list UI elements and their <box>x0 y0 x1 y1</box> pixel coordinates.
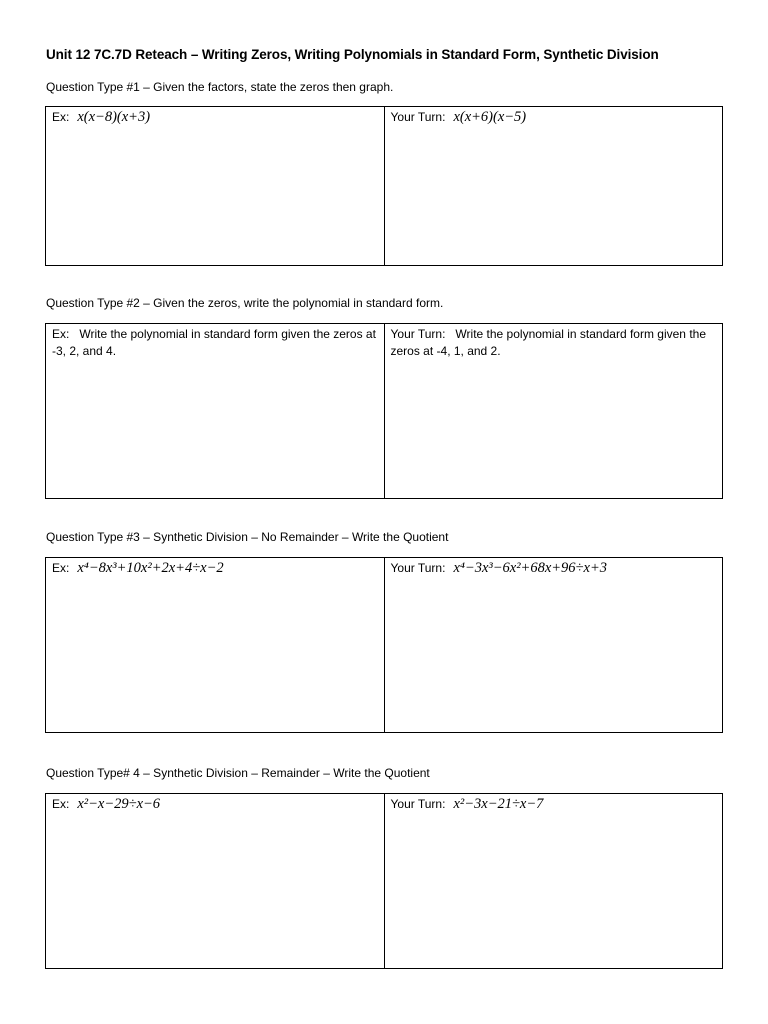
your-turn-cell[interactable] <box>384 107 723 266</box>
example-cell[interactable] <box>46 107 385 266</box>
question-type-3-table <box>45 557 723 733</box>
your-turn-expression: x²−3x−21÷x−7 <box>453 796 544 812</box>
question-type-4-heading: Question Type# 4 – Synthetic Division – Remainder – Write the Quotient <box>46 766 430 780</box>
example-expression: x⁴−8x³+10x²+2x+4÷x−2 <box>77 560 224 576</box>
example-label: Ex: <box>52 561 70 575</box>
question-type-1-heading: Question Type #1 – Given the factors, state the zeros then graph. <box>46 80 394 94</box>
question-type-1-table <box>45 106 723 266</box>
example-cell[interactable] <box>46 794 385 969</box>
example-label: Ex: <box>52 797 70 811</box>
question-type-4-table <box>45 793 723 969</box>
your-turn-expression: x⁴−3x³−6x²+68x+96÷x+3 <box>453 560 607 576</box>
example-expression: x²−x−29÷x−6 <box>77 796 161 812</box>
example-cell[interactable] <box>46 558 385 733</box>
worksheet-title: Unit 12 7C.7D Reteach – Writing Zeros, Writing Polynomials in Standard Form, Synthetic Division <box>46 47 659 62</box>
example-cell[interactable] <box>46 324 385 499</box>
your-turn-label: Your Turn: <box>390 797 446 811</box>
your-turn-cell[interactable] <box>384 558 723 733</box>
your-turn-cell[interactable] <box>384 794 723 969</box>
example-label: Ex: <box>52 110 70 124</box>
your-turn-label: Your Turn: <box>390 561 446 575</box>
example-expression: x(x−8)(x+3) <box>77 109 151 125</box>
example-text: Ex: Write the polynomial in standard form given the zeros at -3, 2, and 4. <box>52 327 380 358</box>
question-type-2-heading: Question Type #2 – Given the zeros, write the polynomial in standard form. <box>46 296 444 310</box>
question-type-2-table <box>45 323 723 499</box>
your-turn-label: Your Turn: <box>390 110 446 124</box>
your-turn-expression: x(x+6)(x−5) <box>453 109 527 125</box>
your-turn-text: Your Turn: Write the polynomial in standard form given the zeros at -4, 1, and 2. <box>390 327 710 358</box>
question-type-3-heading: Question Type #3 – Synthetic Division – No Remainder – Write the Quotient <box>46 530 449 544</box>
your-turn-cell[interactable] <box>384 324 723 499</box>
